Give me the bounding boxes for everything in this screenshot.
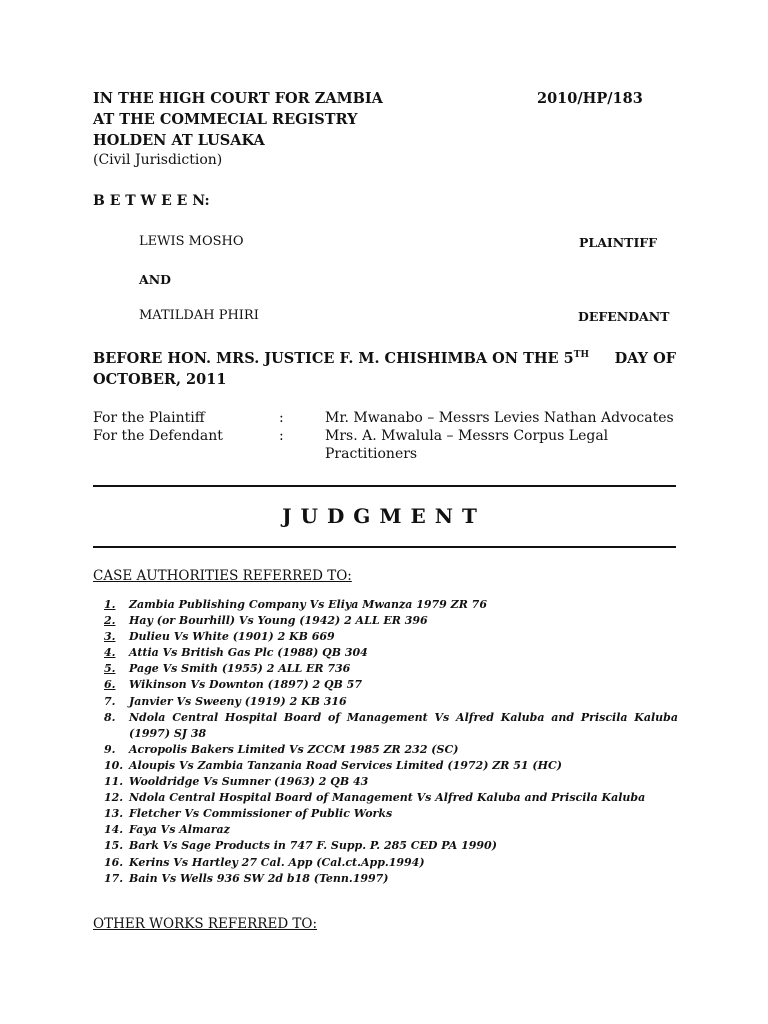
case-citation: Aloupis Vs Zambia Tanzania Road Services Limited (1972) ZR 51 (HC) bbox=[129, 758, 562, 772]
case-item bbox=[104, 613, 678, 629]
case-item bbox=[104, 838, 678, 854]
registry-line: AT THE COMMECIAL REGISTRY bbox=[93, 111, 358, 128]
case-number-label: 1. bbox=[104, 598, 116, 611]
jurisdiction-line: (Civil Jurisdiction) bbox=[93, 152, 223, 168]
before-line-1-suffix: DAY OF bbox=[614, 350, 676, 367]
court-name: IN THE HIGH COURT FOR ZAMBIA bbox=[93, 90, 383, 107]
case-citation: Fletcher Vs Commissioner of Public Works bbox=[129, 807, 393, 821]
case-number-label: 8. bbox=[104, 710, 116, 724]
case-number-label: 10. bbox=[104, 758, 124, 772]
case-item bbox=[104, 694, 678, 710]
case-item bbox=[104, 871, 678, 887]
case-citation: Bark Vs Sage Products in 747 F. Supp. P. 285 CED PA 1990) bbox=[129, 839, 497, 853]
between-label: B E T W E E N: bbox=[93, 193, 210, 209]
counsel-defendant-value: Mrs. A. Mwalula – Messrs Corpus Legal bbox=[325, 428, 609, 444]
case-number-label: 12. bbox=[104, 791, 124, 805]
case-number-label: 2. bbox=[104, 614, 116, 628]
case-citation: Kerins Vs Hartley 27 Cal. App (Cal.ct.App.1994) bbox=[129, 855, 425, 869]
holden-line: HOLDEN AT LUSAKA bbox=[93, 132, 265, 149]
counsel-plaintiff-value: Mr. Mwanabo – Messrs Levies Nathan Advocates bbox=[325, 410, 674, 426]
case-citation: Zambia Publishing Company Vs Eliya Mwanza 1979 ZR 76 bbox=[129, 598, 487, 611]
case-item bbox=[104, 758, 678, 774]
case-citation: Wikinson Vs Downton (1897) 2 QB 57 bbox=[129, 678, 362, 692]
before-line-2: OCTOBER, 2011 bbox=[93, 371, 227, 388]
and-label: AND bbox=[139, 272, 171, 287]
case-citation: Dulieu Vs White (1901) 2 KB 669 bbox=[129, 630, 335, 644]
case-number-label: 11. bbox=[104, 775, 124, 789]
case-item bbox=[104, 742, 678, 758]
case-citation: Hay (or Bourhill) Vs Young (1942) 2 ALL ER 396 bbox=[129, 614, 428, 628]
case-number-label: 6. bbox=[104, 678, 116, 692]
case-item bbox=[104, 677, 678, 693]
before-line-1-text: BEFORE HON. MRS. JUSTICE F. M. CHISHIMBA ON THE 5TH bbox=[93, 350, 589, 367]
case-citation: Wooldridge Vs Sumner (1963) 2 QB 43 bbox=[129, 775, 369, 789]
counsel-defendant-label: For the Defendant bbox=[93, 428, 223, 444]
title-rule-top bbox=[93, 485, 676, 487]
case-citation: Attia Vs British Gas Plc (1988) QB 304 bbox=[129, 646, 368, 660]
case-item bbox=[104, 822, 678, 838]
plaintiff-name: LEWIS MOSHO bbox=[139, 234, 244, 249]
case-citation: Acropolis Bakers Limited Vs ZCCM 1985 ZR 232 (SC) bbox=[129, 742, 459, 756]
case-item bbox=[104, 806, 678, 822]
defendant-role: DEFENDANT bbox=[578, 309, 670, 324]
case-list bbox=[104, 597, 678, 887]
case-number-label: 9. bbox=[104, 742, 116, 756]
case-number-label: 14. bbox=[104, 823, 124, 837]
case-citation: Bain Vs Wells 936 SW 2d b18 (Tenn.1997) bbox=[129, 871, 389, 885]
case-citation: Page Vs Smith (1955) 2 ALL ER 736 bbox=[129, 662, 351, 676]
case-number-label: 15. bbox=[104, 839, 124, 853]
case-authorities-heading: CASE AUTHORITIES REFERRED TO: bbox=[93, 568, 352, 584]
case-number-label: 4. bbox=[104, 646, 116, 660]
plaintiff-role: PLAINTIFF bbox=[579, 235, 658, 250]
title-rule-bottom bbox=[93, 546, 676, 548]
case-item bbox=[104, 661, 678, 677]
case-item bbox=[104, 597, 678, 613]
case-number-label: 17. bbox=[104, 871, 124, 885]
case-item bbox=[104, 710, 678, 742]
case-citation: Ndola Central Hospital Board of Management Vs Alfred Kaluba and Priscila Kaluba (1997) SJ 38 bbox=[129, 710, 678, 740]
judgment-title: JUDGMENT bbox=[282, 504, 486, 528]
case-citation: Ndola Central Hospital Board of Management Vs Alfred Kaluba and Priscila Kaluba bbox=[129, 791, 646, 805]
counsel-plaintiff-colon: : bbox=[279, 410, 284, 426]
other-works-heading: OTHER WORKS REFERRED TO: bbox=[93, 916, 318, 932]
case-item bbox=[104, 855, 678, 871]
case-item bbox=[104, 790, 678, 806]
case-number-label: 3. bbox=[104, 630, 116, 644]
counsel-plaintiff-label: For the Plaintiff bbox=[93, 410, 205, 426]
counsel-defendant-colon: : bbox=[279, 428, 284, 444]
case-citation: Janvier Vs Sweeny (1919) 2 KB 316 bbox=[129, 694, 347, 708]
counsel-defendant-value-cont: Practitioners bbox=[325, 446, 418, 462]
case-number-label: 16. bbox=[104, 855, 124, 869]
case-item bbox=[104, 629, 678, 645]
defendant-name: MATILDAH PHIRI bbox=[139, 308, 259, 323]
before-line-1 bbox=[93, 350, 676, 367]
case-item bbox=[104, 645, 678, 661]
case-number-label: 13. bbox=[104, 807, 124, 821]
case-citation: Faya Vs Almaraz bbox=[129, 823, 230, 837]
case-number-label: 5. bbox=[104, 662, 116, 676]
case-number-label: 7. bbox=[104, 694, 116, 708]
case-number: 2010/HP/183 bbox=[537, 90, 643, 107]
case-item bbox=[104, 774, 678, 790]
